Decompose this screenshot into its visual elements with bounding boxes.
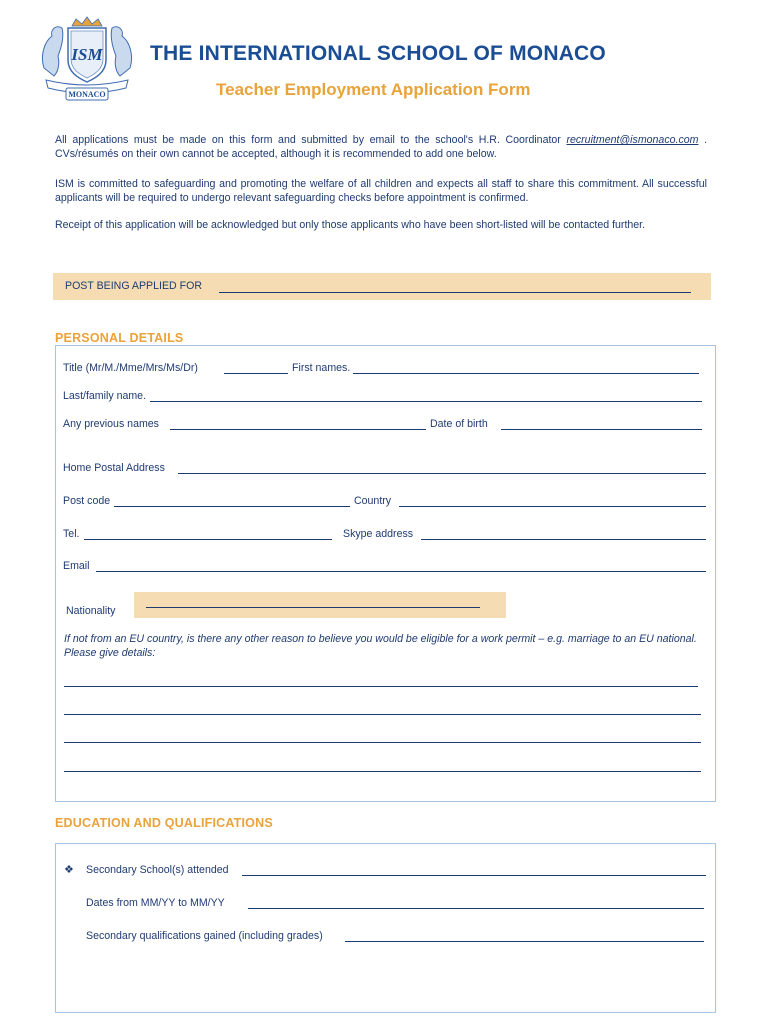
education-heading: EDUCATION AND QUALIFICATIONS (55, 816, 273, 830)
intro-paragraph-1 (55, 133, 707, 161)
secondary-school-label: Secondary School(s) attended (86, 864, 229, 876)
details-line-1[interactable] (64, 686, 698, 687)
post-applied-label: POST BEING APPLIED FOR (65, 280, 202, 292)
details-line-3[interactable] (64, 742, 701, 743)
home-address-label: Home Postal Address (63, 462, 165, 474)
nationality-input-line[interactable] (146, 607, 480, 608)
post-code-label: Post code (63, 495, 111, 507)
dates-label: Dates from MM/YY to MM/YY (86, 897, 225, 909)
dates-input-line[interactable] (248, 908, 704, 909)
title-input-line[interactable] (224, 373, 288, 374)
secondary-qualifications-label: Secondary qualifications gained (including grades) (86, 930, 323, 942)
date-of-birth-input-line[interactable] (501, 429, 702, 430)
nationality-label: Nationality (66, 605, 116, 617)
diamond-bullet-icon: ❖ (64, 864, 74, 876)
logo-monogram: ISM (71, 45, 103, 64)
form-title: Teacher Employment Application Form (216, 80, 531, 99)
last-name-input-line[interactable] (150, 401, 702, 402)
email-label: Email (63, 560, 90, 572)
post-applied-box (53, 273, 711, 300)
previous-names-input-line[interactable] (170, 429, 426, 430)
last-name-label: Last/family name. (63, 390, 147, 402)
first-names-input-line[interactable] (353, 373, 699, 374)
intro-paragraph-3: Receipt of this application will be acknowledged but only those applicants who have been short-listed will be contacted further. (55, 219, 646, 231)
intro-p1-rest: . CVs/résumés on their own cannot be accepted, although it is recommended to add one below. (55, 134, 708, 160)
nationality-box (134, 592, 506, 618)
ism-crest-logo (38, 16, 136, 104)
intro-paragraph-2: ISM is committed to safeguarding and promoting the welfare of all children and expects all staff to share this commitment. All successful applicants will be required to undergo relevant safeguarding checks before appointment is confirmed. (55, 178, 707, 204)
school-name: THE INTERNATIONAL SCHOOL OF MONACO (150, 42, 606, 65)
logo-banner-text: MONACO (68, 90, 106, 99)
secondary-qualifications-input-line[interactable] (345, 941, 704, 942)
home-address-input-line[interactable] (178, 473, 706, 474)
details-line-4[interactable] (64, 771, 701, 772)
eu-eligibility-note: If not from an EU country, is there any other reason to believe you would be eligible for a work permit – e.g. marriage to an EU national. Please give details: (64, 633, 697, 659)
email-input-line[interactable] (96, 571, 706, 572)
first-names-label: First names. (292, 362, 351, 374)
title-label: Title (Mr/M./Mme/Mrs/Ms/Dr) (63, 362, 198, 374)
personal-details-heading: PERSONAL DETAILS (55, 331, 184, 345)
details-line-2[interactable] (64, 714, 701, 715)
date-of-birth-label: Date of birth (430, 418, 488, 430)
skype-label: Skype address (343, 528, 414, 540)
post-applied-input-line[interactable] (219, 292, 691, 293)
secondary-school-input-line[interactable] (242, 875, 706, 876)
skype-input-line[interactable] (421, 539, 706, 540)
tel-input-line[interactable] (84, 539, 332, 540)
country-input-line[interactable] (399, 506, 706, 507)
tel-label: Tel. (63, 528, 80, 540)
intro-p1-text: All applications must be made on this form and submitted by email to the school's H.R. Coordinator (55, 134, 561, 146)
previous-names-label: Any previous names (63, 418, 159, 430)
post-code-input-line[interactable] (114, 506, 350, 507)
personal-details-frame (55, 345, 716, 802)
recruitment-email-link[interactable]: recruitment@ismonaco.com (566, 134, 699, 146)
country-label: Country (354, 495, 392, 507)
